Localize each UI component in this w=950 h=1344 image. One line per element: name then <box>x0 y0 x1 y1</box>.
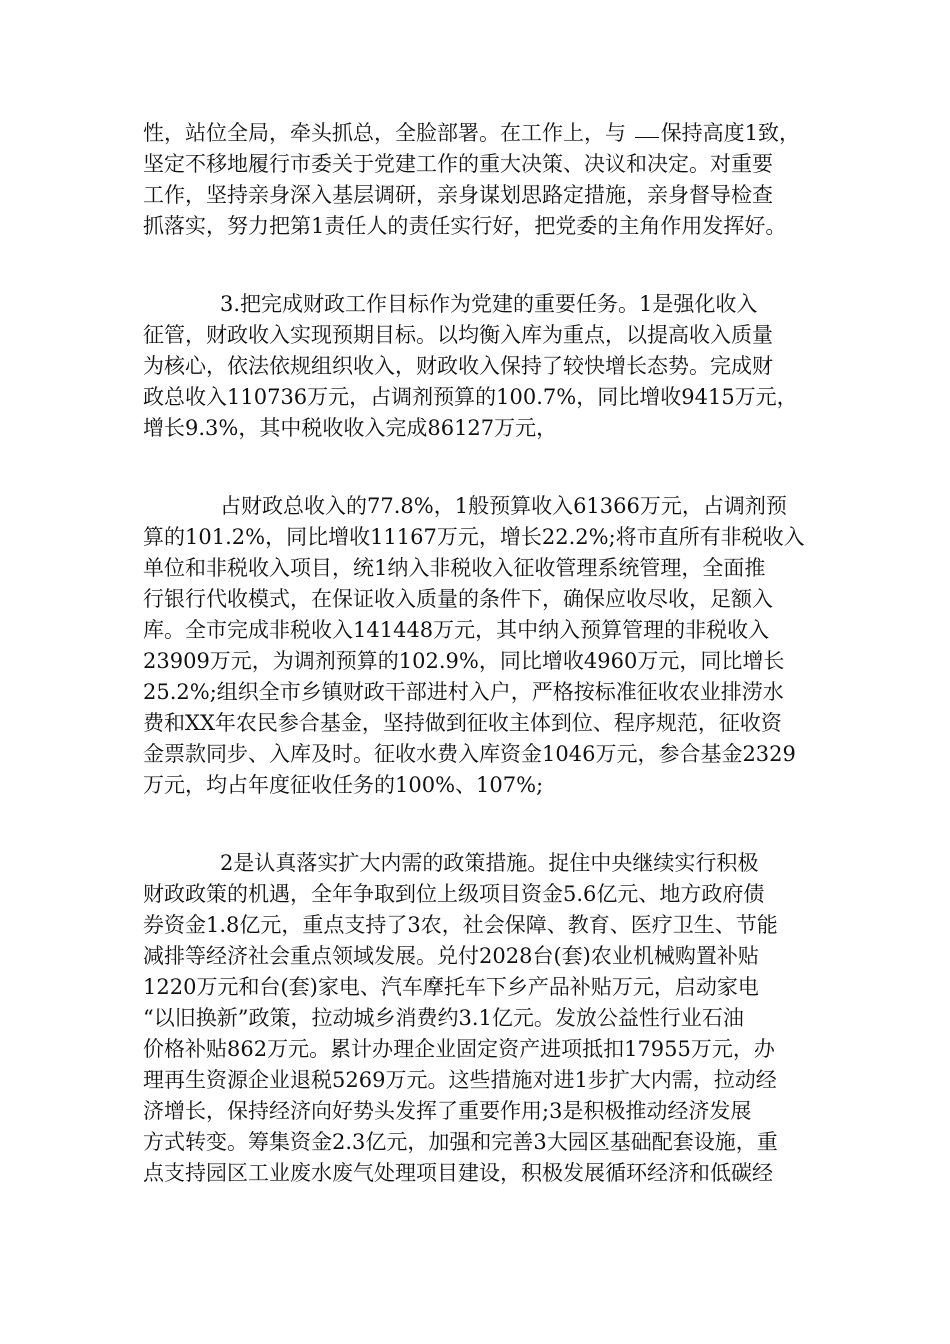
text-line: 抓落实，努力把第1责任人的责任实行好，把党委的主角作用发挥好。 <box>143 214 787 238</box>
fill-blank <box>635 136 659 138</box>
text-line: 价格补贴862万元。累计办理企业固定资产进项抵扣17955万元，办 <box>143 1037 775 1061</box>
text-line: 增长9.3%，其中税收收入完成86127万元， <box>143 416 558 440</box>
text-line: 财政政策的机遇，全年争取到位上级项目资金5.6亿元、地方政府债 <box>143 882 765 906</box>
text-line: 行银行代收模式，在保证收入质量的条件下，确保应收尽收，足额入 <box>143 587 773 611</box>
paragraph-2 <box>143 289 813 444</box>
text-line: 1220万元和台(套)家电、汽车摩托车下乡产品补贴万元，启动家电 <box>143 975 759 999</box>
text-line: 23909万元，为调剂预算的102.9%，同比增收4960万元，同比增长 <box>143 649 785 673</box>
text-line: 征管，财政收入实现预期目标。以均衡入库为重点，以提高收入质量 <box>143 323 773 347</box>
text-segment: 保持高度1致， <box>660 121 801 145</box>
text-line: 万元，均占年度征收任务的100%、107%; <box>143 773 544 797</box>
paragraph-gap <box>143 801 813 848</box>
text-line: 金票款同步、入库及时。征收水费入库资金1046万元，参合基金2329 <box>143 742 796 766</box>
text-segment: 性，站位全局，牵头抓总，全脸部署。在工作上，与 <box>143 121 626 145</box>
text-line: 算的101.2%，同比增收11167万元，增长22.2%;将市直所有非税收入 <box>143 525 805 549</box>
paragraph-3 <box>143 491 813 801</box>
text-line: 费和XX年农民参合基金，坚持做到征收主体到位、程序规范，征收资 <box>143 711 782 735</box>
text-line: 单位和非税收入项目，统1纳入非税收入征收管理系统管理，全面推 <box>143 556 766 580</box>
text-line <box>143 118 813 149</box>
text-line: 点支持园区工业废水废气处理项目建设，积极发展循环经济和低碳经 <box>143 1161 773 1185</box>
text-line: 占财政总收入的77.8%，1般预算收入61366万元，占调剂预 <box>220 494 787 518</box>
text-line: 为核心，依法依规组织收入，财政收入保持了较快增长态势。完成财 <box>143 354 773 378</box>
text-line: 理再生资源企业退税5269万元。这些措施对进1步扩大内需，拉动经 <box>143 1068 777 1092</box>
text-line: 坚定不移地履行市委关于党建工作的重大决策、决议和决定。对重要 <box>143 152 773 176</box>
text-line: “以旧换新”政策，拉动城乡消费约3.1亿元。发放公益性行业石油 <box>143 1006 744 1030</box>
text-line: 库。全市完成非税收入141448万元，其中纳入预算管理的非税收入 <box>143 618 770 642</box>
text-line: 济增长，保持经济向好势头发挥了重要作用;3是积极推动经济发展 <box>143 1099 752 1123</box>
paragraph-1 <box>143 118 813 242</box>
text-line: 2是认真落实扩大内需的政策措施。捉住中央继续实行积极 <box>220 851 759 875</box>
text-line: 减排等经济社会重点领域发展。兑付2028台(套)农业机械购置补贴 <box>143 944 759 968</box>
text-line: 券资金1.8亿元，重点支持了3农，社会保障、教育、医疗卫生、节能 <box>143 913 778 937</box>
text-line: 3.把完成财政工作目标作为党建的重要任务。1是强化收入 <box>220 292 758 316</box>
text-line: 25.2%;组织全市乡镇财政干部进村入户，严格按标准征收农业排涝水 <box>143 680 784 704</box>
text-line: 工作，坚持亲身深入基层调研，亲身谋划思路定措施，亲身督导检查 <box>143 183 773 207</box>
paragraph-gap <box>143 242 813 289</box>
paragraph-gap <box>143 444 813 491</box>
paragraph-4 <box>143 848 813 1189</box>
text-line: 政总收入110736万元，占调剂预算的100.7%，同比增收9415万元， <box>143 385 798 409</box>
text-line: 方式转变。筹集资金2.3亿元，加强和完善3大园区基础配套设施，重 <box>143 1130 778 1154</box>
document-page <box>143 118 813 1189</box>
